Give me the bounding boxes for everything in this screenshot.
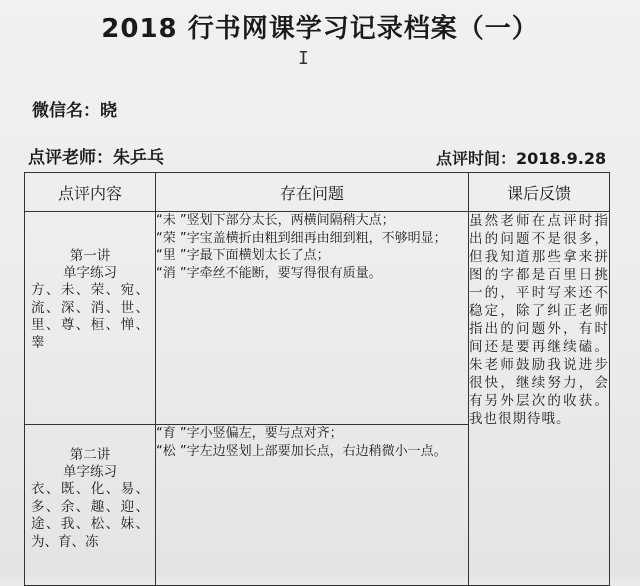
lesson-title: 第二讲 [69, 447, 111, 463]
lesson-cell [25, 425, 156, 586]
header-problems: 存在问题 [156, 173, 469, 212]
practice-label: 单字练习 [63, 464, 117, 480]
review-time: 点评时间：2018.9.28 [436, 149, 607, 168]
problem-item: “荣 ”字宝盖横折由粗到细再由细到粗，不够明显； [156, 230, 447, 246]
page-title: 2018 行书网课学习记录档案（一） [101, 14, 539, 44]
problem-item: “消 ”字牵丝不能断，要写得很有质量。 [156, 265, 382, 281]
wechat-name: 微信名：晓 [32, 101, 117, 121]
table-row [25, 212, 610, 425]
problem-item: “未 ”竖划下部分太长，两横间隔稍大点； [156, 213, 395, 228]
problem-item: “里 ”字最下面横划太长了点； [156, 248, 330, 263]
practice-label: 单字练习 [63, 265, 117, 281]
feedback-cell [469, 212, 610, 586]
lesson-cell [25, 212, 156, 425]
reviewer-teacher: 点评老师：朱乒乓 [28, 148, 164, 168]
problems-cell [156, 425, 469, 586]
header-feedback: 课后反馈 [469, 173, 610, 212]
problem-item: “育 ”字小竖偏左，要与点对齐； [156, 426, 343, 441]
practice-characters: 衣、既、化、易、多、余、趣、迎、途、我、松、妹、为、育、冻 [31, 481, 149, 550]
table-header-row [25, 173, 610, 212]
header-review-content: 点评内容 [25, 173, 156, 212]
lesson-title: 第一讲 [69, 248, 111, 264]
feedback-text: 虽然老师在点评时指出的问题不是很多，但我知道那些拿来拼图的字都是百里日挑一的，平时写来还不稳定，除了纠正老师指出的问题外，有时间还是要再继续磕。朱老师鼓励我说进步很快，继续努力，会有另外层次的收获。我也很期待哦。 [469, 213, 609, 427]
text-cursor-icon: I [298, 48, 309, 69]
problem-item: “松 ”字左边竖划上部要加长点，右边稍微小一点。 [156, 443, 447, 459]
problems-cell [156, 212, 469, 425]
record-table [24, 172, 610, 586]
practice-characters: 方、未、荣、宛、流、深、消、世、里、尊、桓、惮、睾 [31, 282, 149, 351]
